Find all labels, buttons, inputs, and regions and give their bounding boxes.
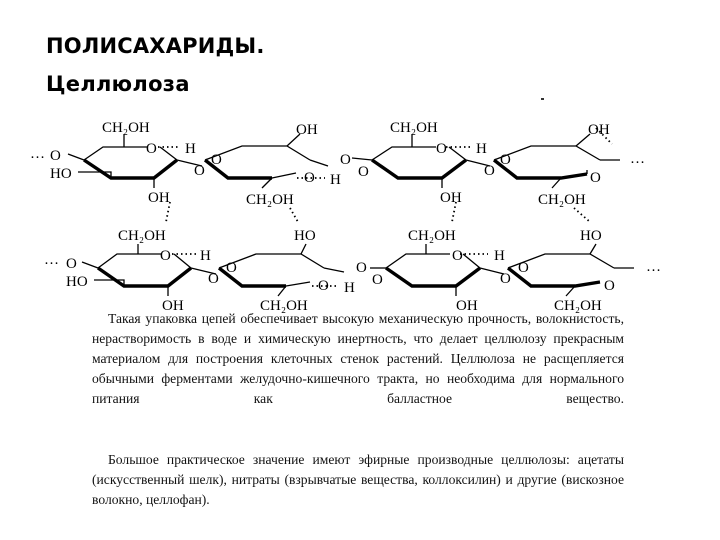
svg-text:O: O <box>318 278 329 294</box>
svg-text:O: O <box>146 141 157 157</box>
svg-text:CH₂OH: CH₂OH <box>118 228 166 244</box>
svg-text:HO: HO <box>50 166 72 182</box>
svg-text:HO: HO <box>580 228 602 244</box>
svg-text:O: O <box>452 248 463 264</box>
svg-text:CH₂OH: CH₂OH <box>102 120 150 136</box>
svg-text:CH₂OH: CH₂OH <box>554 298 602 314</box>
svg-text:H: H <box>200 248 211 264</box>
svg-text:O: O <box>372 272 383 288</box>
svg-text:H: H <box>476 141 487 157</box>
svg-text:OH: OH <box>162 298 184 314</box>
svg-text:H: H <box>185 141 196 157</box>
svg-text:O: O <box>340 152 351 168</box>
svg-text:OH: OH <box>440 190 462 206</box>
svg-text:HO: HO <box>66 274 88 290</box>
slide-subtitle: Целлюлоза <box>46 72 190 96</box>
svg-text:O: O <box>518 260 529 276</box>
svg-text:O: O <box>590 170 601 186</box>
svg-text:CH₂OH: CH₂OH <box>390 120 438 136</box>
svg-text:CH₂OH: CH₂OH <box>538 192 586 208</box>
svg-text:O: O <box>208 271 219 287</box>
svg-text:O: O <box>356 260 367 276</box>
description-paragraph-1: Такая упаковка цепей обеспечивает высокую механическую прочность, волокнистость, нерастворимость в воде и химическую инертность, что делает целлюлозу прекрасным материалом для построения клеточных стенок растений. Целлюлоза не расщепляется обычными ферментами желудочно-кишечного тракта, но необходима для нормального питания как балластное вещество. <box>92 311 624 406</box>
svg-text:CH₂OH: CH₂OH <box>260 298 308 314</box>
svg-text:O: O <box>226 260 237 276</box>
svg-text:O: O <box>604 278 615 294</box>
svg-text:…: … <box>646 259 661 275</box>
svg-text:HO: HO <box>294 228 316 244</box>
svg-text:H: H <box>344 280 355 296</box>
svg-text:O: O <box>50 148 61 164</box>
svg-text:H: H <box>330 172 341 188</box>
svg-text:OH: OH <box>456 298 478 314</box>
svg-text:O: O <box>160 248 171 264</box>
svg-text:O: O <box>304 170 315 186</box>
description-paragraph-2: Большое практическое значение имеют эфирные производные целлюлозы: ацетаты (искусственный шелк), нитраты (взрывчатые вещества, коллоксилин) и другие (вискозное волокно, целлофан). <box>92 452 624 507</box>
svg-text:O: O <box>66 256 77 272</box>
interchain-hbonds <box>166 202 590 222</box>
svg-text:H: H <box>494 248 505 264</box>
svg-text:O: O <box>194 163 205 179</box>
svg-text:OH: OH <box>296 122 318 138</box>
svg-text:…: … <box>44 252 59 268</box>
svg-text:CH₂OH: CH₂OH <box>246 192 294 208</box>
svg-text:…: … <box>630 151 645 167</box>
svg-text:O: O <box>500 152 511 168</box>
svg-text:OH: OH <box>588 122 610 138</box>
svg-text:O: O <box>211 152 222 168</box>
svg-text:O: O <box>484 163 495 179</box>
svg-text:OH: OH <box>148 190 170 206</box>
svg-text:O: O <box>358 164 369 180</box>
svg-text:…: … <box>30 146 45 162</box>
svg-text:CH₂OH: CH₂OH <box>408 228 456 244</box>
svg-text:O: O <box>436 141 447 157</box>
svg-text:O: O <box>500 271 511 287</box>
slide-title: ПОЛИСАХАРИДЫ. <box>46 34 265 58</box>
